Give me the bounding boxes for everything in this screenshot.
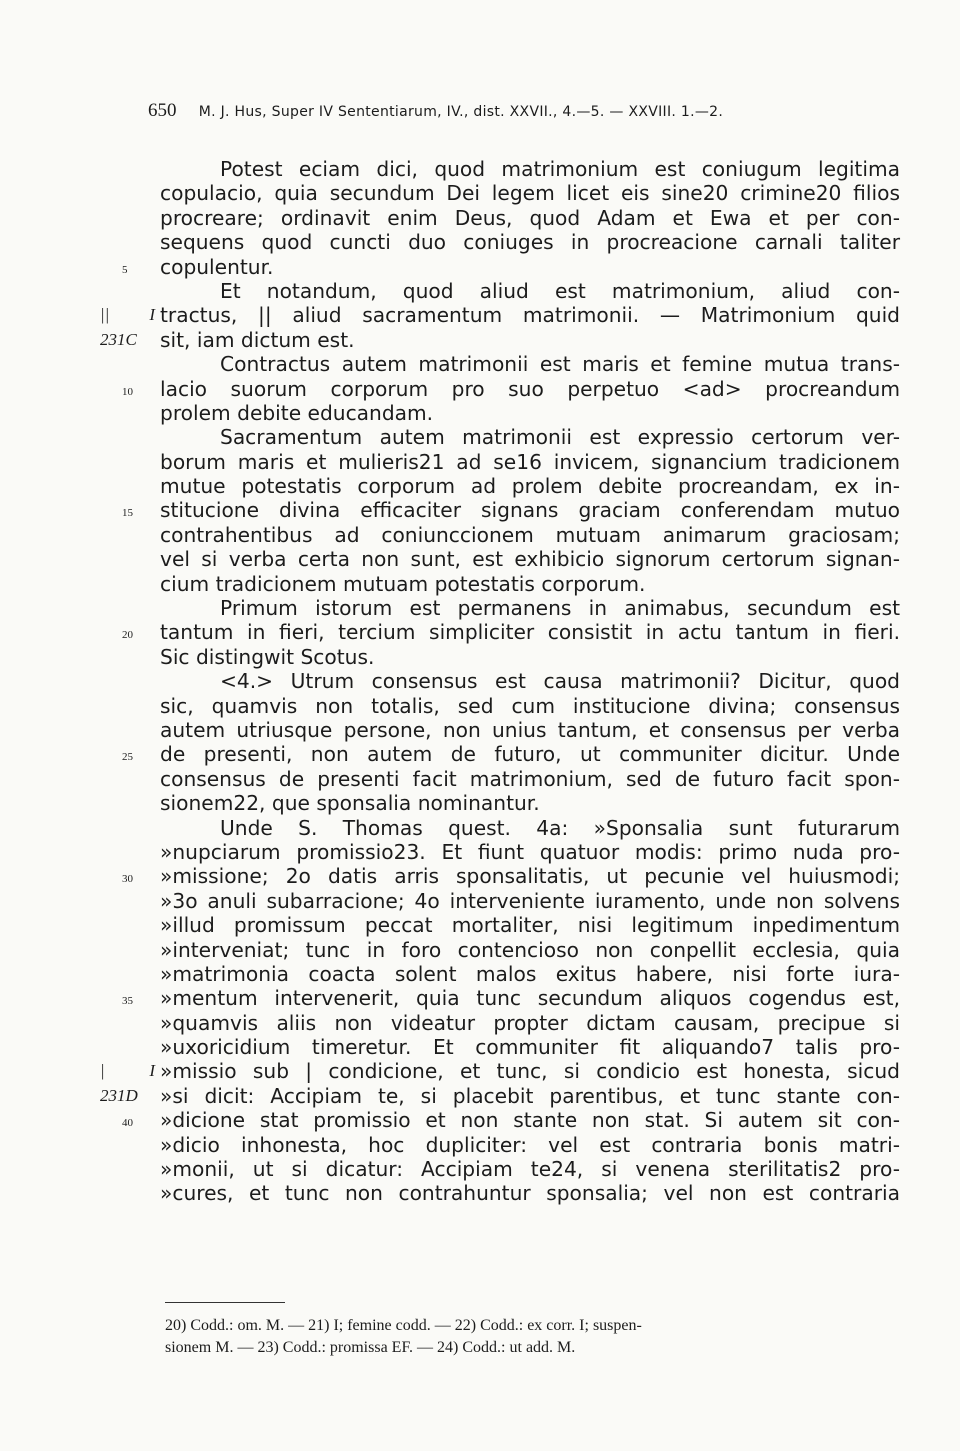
text-line: »uxoricidium timeretur. Et communiter fit aliquando7 talis pro- <box>160 1035 900 1060</box>
footnote-line: 20) Codd.: om. M. — 21) I; femine codd. — 22) Codd.: ex corr. I; suspen- <box>165 1317 642 1334</box>
text-line: 5 copulentur. <box>160 255 900 279</box>
footnote-rule <box>165 1302 285 1303</box>
text-line: »matrimonia coacta solent malos exitus habere, nisi forte iura- <box>160 961 900 986</box>
line-number: 35 <box>122 995 133 1008</box>
text-line: 231D »si dicit: Accipiam te, si placebit parentibus, et tunc stante con- <box>100 1083 900 1108</box>
text-line: Potest eciam dici, quod matrimonium est coniugum legitima <box>220 157 900 181</box>
text-line: sic, quamvis non totalis, sed cum institucione divina; consensus <box>160 693 900 718</box>
text-line: »illud promissum peccat mortaliter, nisi legitimum inpedimentum <box>160 913 900 938</box>
folio-marker: || I <box>100 305 155 325</box>
text-line: borum maris et mulieris21 ad se16 invicem, signancium tradicionem <box>160 449 900 474</box>
text-line: Sacramentum autem matrimonii est expressio certorum ver- <box>220 425 900 450</box>
text-line: »dicio inhonesta, hoc dupliciter: vel est contraria bonis matri- <box>160 1132 900 1157</box>
page-number: 650 <box>148 100 177 121</box>
folio-marker: | I <box>100 1061 155 1081</box>
text-line: 15 stitucione divina efficaciter signans graciam conferendam mutuo <box>160 498 900 522</box>
text-line: cium tradicionem mutuam potestatis corporum. <box>160 571 646 596</box>
line-number: 15 <box>122 507 133 520</box>
text-line: prolem debite educandam. <box>160 400 434 425</box>
text-line: mutue potestatis corporum ad prolem debite procreandam, ex in- <box>160 474 900 499</box>
text-line: | I »missio sub | condicione, et tunc, si condicio est honesta, sicud <box>100 1059 900 1084</box>
text-line: »interveniat; tunc in foro contencioso non conpellit ecclesia, quia <box>160 937 900 962</box>
text-line: consensus de presenti facit matrimonium, sed de futuro facit spon- <box>160 766 900 791</box>
text-line: Unde S. Thomas quest. 4a: »Sponsalia sunt futurarum <box>220 815 900 840</box>
line-number: 25 <box>122 751 133 764</box>
text-line: vel si verba certa non sunt, est exhibicio signorum certorum signan- <box>160 547 900 572</box>
text-line: autem utriusque persone, non unius tantum, et consensus per verba <box>160 717 900 742</box>
line-number: 20 <box>122 629 133 642</box>
text-line: 30 »missione; 2o datis arris sponsalitatis, ut pecunie vel huiusmodi; <box>160 864 900 888</box>
text-line: Contractus autem matrimonii est maris et femine mutua trans- <box>220 352 900 377</box>
text-line: Et notandum, quod aliud est matrimonium, aliud con- <box>220 278 900 303</box>
text-line: »quamvis aliis non videatur propter dictam causam, precipue si <box>160 1010 900 1035</box>
text-line: sionem22, que sponsalia nominantur. <box>160 791 540 816</box>
line-number: 5 <box>122 263 128 276</box>
line-number: 30 <box>122 873 133 886</box>
text-line: 20 tantum in fieri, tercium simpliciter consistit in actu tantum in fieri. <box>160 620 900 644</box>
line-number: 40 <box>122 1117 133 1130</box>
text-line: procreare; ordinavit enim Deus, quod Adam et Ewa et per con- <box>160 205 900 230</box>
text-line: contrahentibus ad coniunccionem mutuam animarum graciosam; <box>160 522 900 547</box>
text-line: »monii, ut si dicatur: Accipiam te24, si venena sterilitatis2 pro- <box>160 1157 900 1182</box>
text-line: || I tractus, || aliud sacramentum matrimonii. — Matrimonium quid <box>100 303 900 328</box>
text-line: »nupciarum promissio23. Et fiunt quatuor modis: primo nuda pro- <box>160 839 900 864</box>
text-line: 40 »dicione stat promissio et non stante non stat. Si autem sit con- <box>160 1108 900 1132</box>
text-line: sequens quod cuncti duo coniuges in procreacione carnali taliter <box>160 230 900 255</box>
folio-ref: 231C <box>100 329 137 349</box>
text-line: Primum istorum est permanens in animabus, secundum est <box>220 596 900 621</box>
footnotes <box>165 1315 900 1359</box>
running-title: M. J. Hus, Super IV Sententiarum, IV., dist. XXVII., 4.—5. — XXVIII. 1.—2. <box>198 104 724 120</box>
text-line: <4.> Utrum consensus est causa matrimonii? Dicitur, quod <box>220 669 900 694</box>
folio-ref: 231D <box>100 1085 138 1105</box>
footnote-line: sionem M. — 23) Codd.: promissa EF. — 24) Codd.: ut add. M. <box>165 1339 576 1356</box>
text-line: »cures, et tunc non contrahuntur sponsalia; vel non est contraria <box>160 1181 900 1206</box>
text-line: 10 lacio suorum corporum pro suo perpetuo <ad> procreandum <box>160 377 900 401</box>
line-number: 10 <box>122 385 133 398</box>
text-line: »3o anuli subarracione; 4o interveniente iuramento, unde non solvens <box>160 888 900 913</box>
main-text <box>100 157 900 1206</box>
text-line: 231C sit, iam dictum est. <box>100 327 355 352</box>
text-line: copulacio, quia secundum Dei legem licet eis sine20 crimine20 filios <box>160 181 900 206</box>
text-line: 35 »mentum intervenerit, quia tunc secundum aliquos cogendus est, <box>160 986 900 1010</box>
text-line: 25 de presenti, non autem de futuro, ut communiter dicitur. Unde <box>160 742 900 766</box>
text-line: Sic distingwit Scotus. <box>160 644 375 669</box>
running-header <box>148 100 908 122</box>
